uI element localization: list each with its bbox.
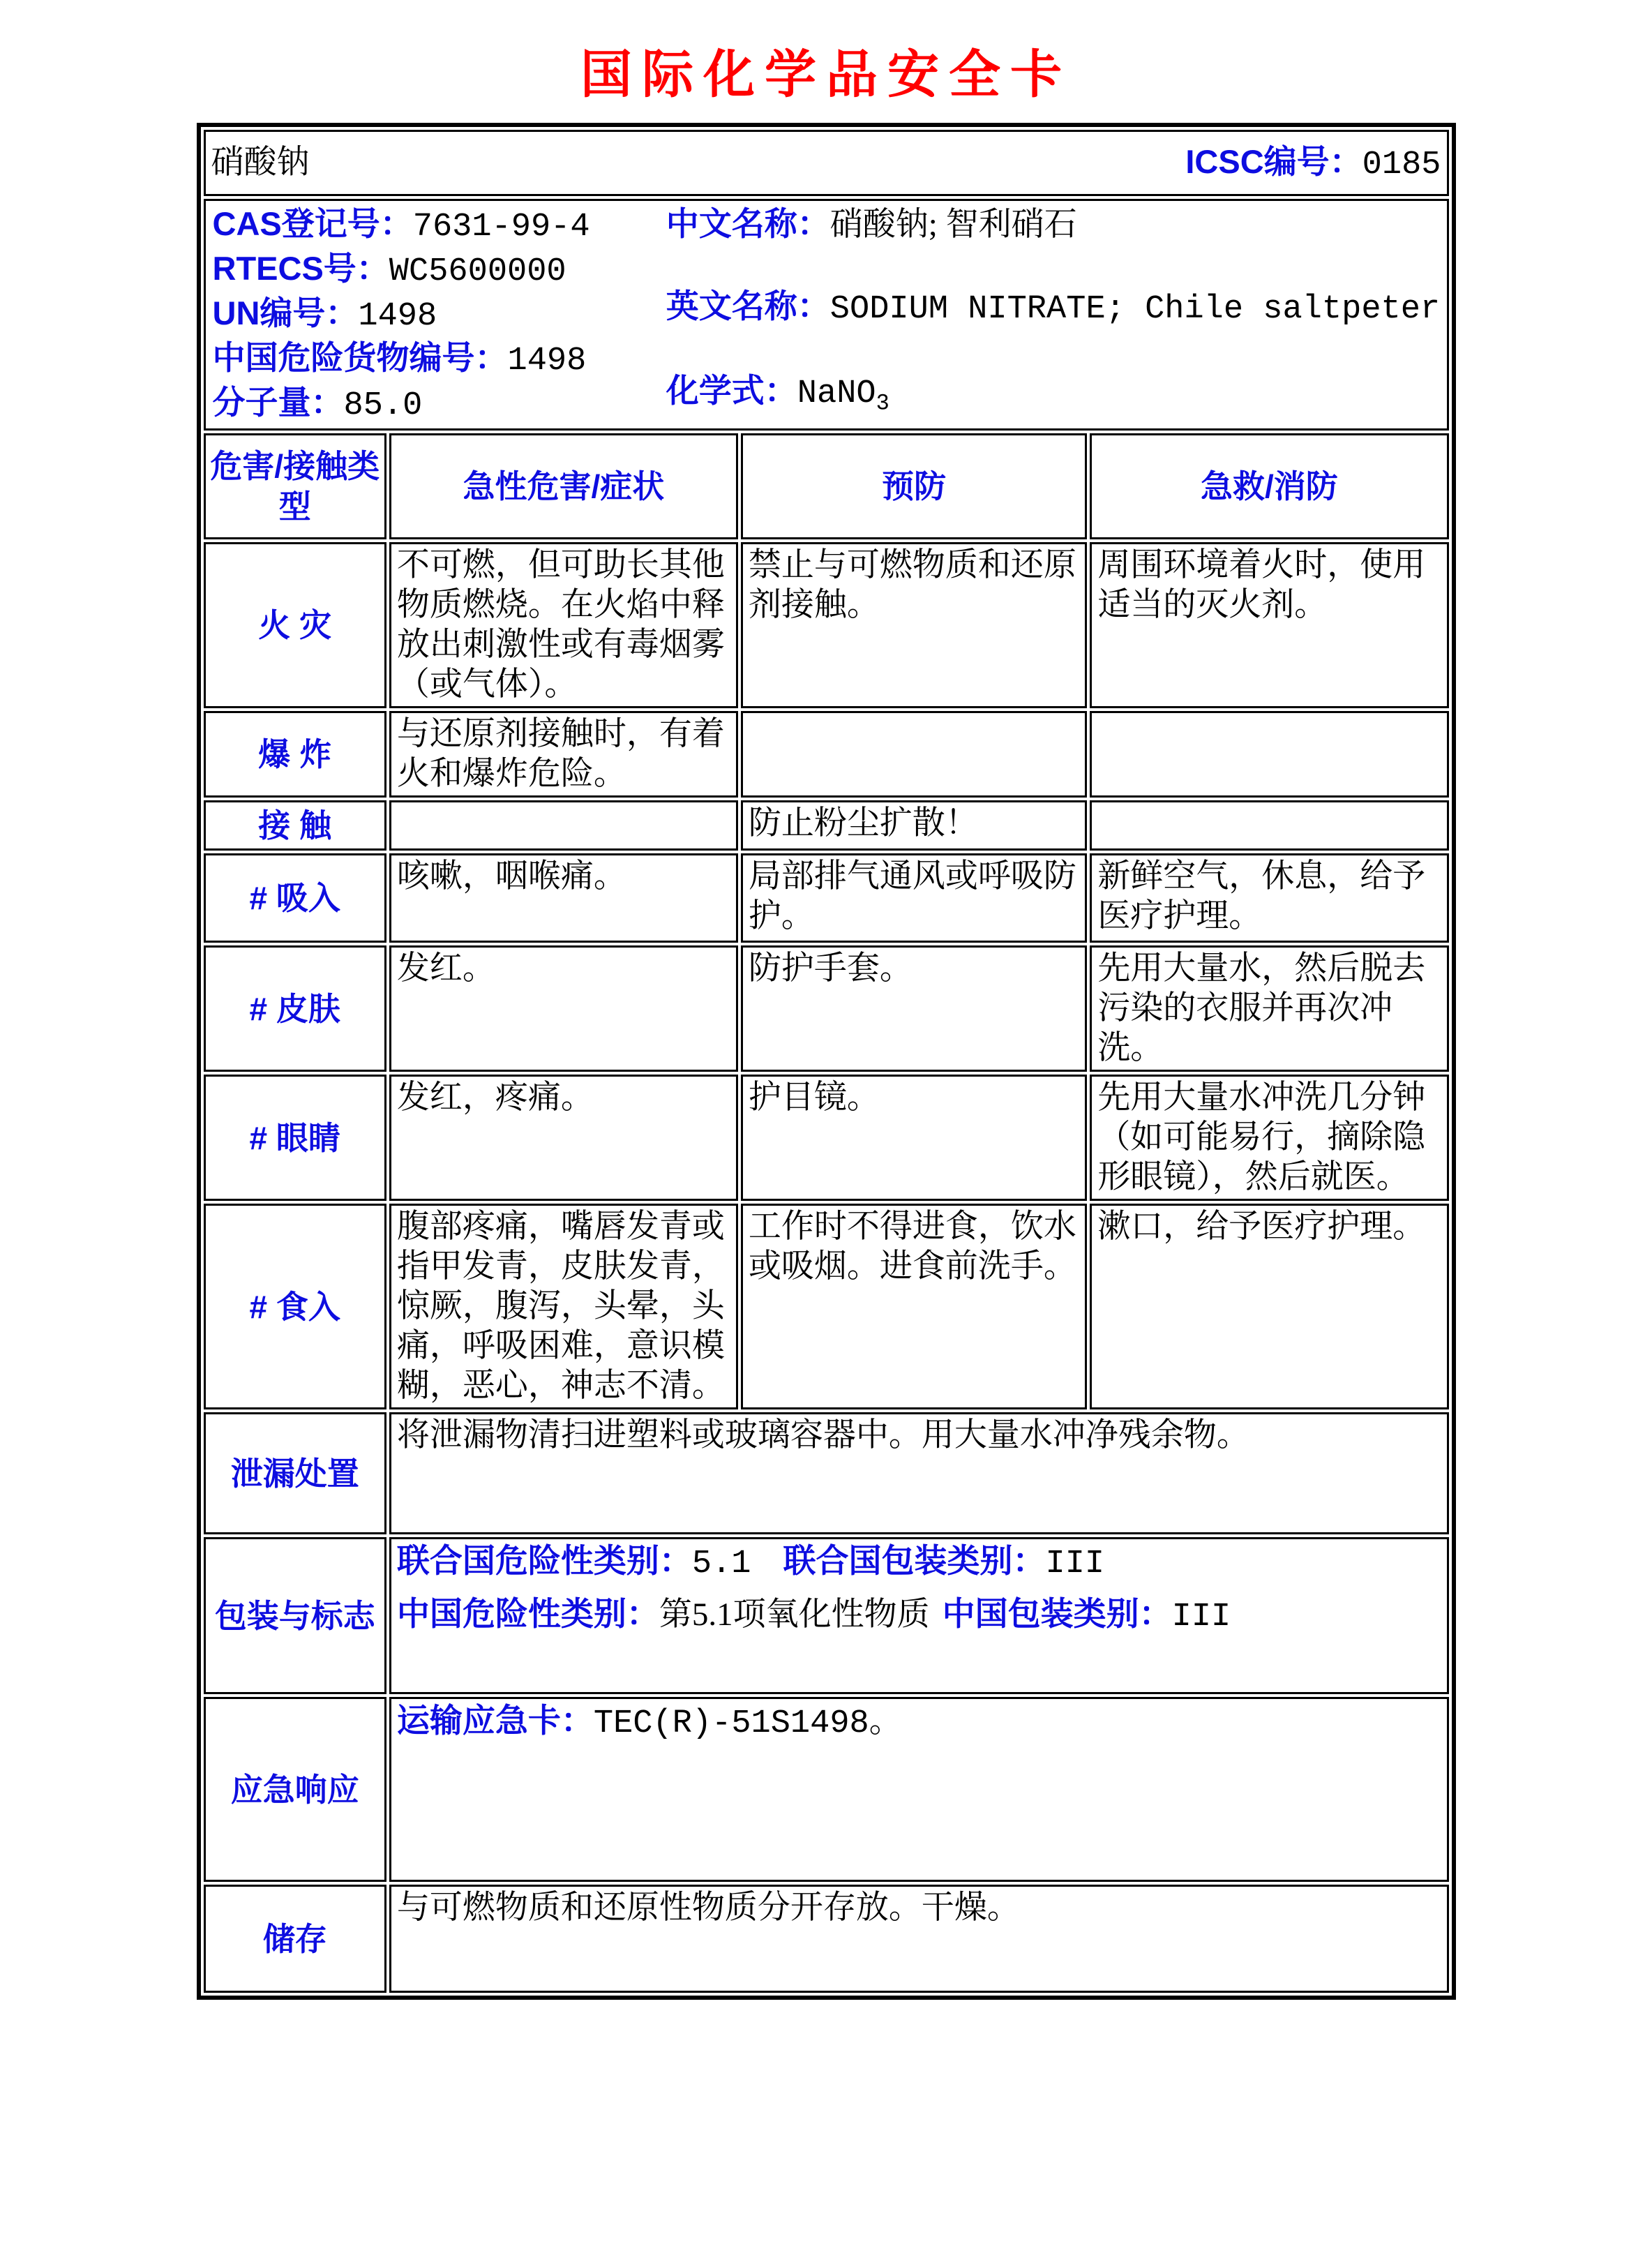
explosion-symptoms: 与还原剂接触时，有着火和爆炸危险。 bbox=[389, 711, 738, 798]
skin-prevention: 防护手套。 bbox=[741, 945, 1087, 1072]
inhalation-prevention: 局部排气通风或呼吸防护。 bbox=[741, 853, 1087, 943]
hazard-header-row bbox=[204, 433, 1449, 539]
cn-name-label: 中文名称： bbox=[666, 205, 830, 242]
emergency-label: 应急响应 bbox=[204, 1697, 386, 1882]
inhalation-symptoms: 咳嗽，咽喉痛。 bbox=[389, 853, 738, 943]
molweight-line bbox=[213, 382, 590, 426]
un-pack-group-label: 联合国包装类别： bbox=[783, 1542, 1046, 1579]
identity-block bbox=[211, 202, 1441, 427]
header-hazard-type: 危害/接触类型 bbox=[204, 433, 386, 539]
ingestion-row bbox=[204, 1204, 1449, 1409]
ingestion-label: # 食入 bbox=[204, 1204, 386, 1409]
eyes-prevention: 护目镜。 bbox=[741, 1075, 1087, 1201]
molweight-label: 分子量： bbox=[212, 384, 344, 421]
un-line bbox=[213, 293, 590, 336]
cas-label: CAS登记号： bbox=[212, 205, 413, 242]
ingestion-first-aid: 漱口，给予医疗护理。 bbox=[1090, 1204, 1448, 1409]
china-danger-line bbox=[213, 338, 590, 381]
explosion-prevention bbox=[741, 711, 1087, 798]
contact-first-aid bbox=[1090, 800, 1448, 851]
cn-hazard-class-value: 第5.1项氧化性物质 bbox=[659, 1596, 930, 1633]
eyes-row bbox=[204, 1075, 1449, 1201]
storage-label: 储存 bbox=[204, 1885, 386, 1993]
icsc-number bbox=[1185, 142, 1441, 185]
cn-hazard-class-label: 中国危险性类别： bbox=[396, 1595, 659, 1632]
chemical-name: 硝酸钠 bbox=[211, 144, 310, 181]
china-danger-value: 1498 bbox=[507, 343, 587, 380]
spill-row bbox=[204, 1412, 1449, 1534]
cn-pack-group-value: III bbox=[1171, 1599, 1231, 1636]
identity-right-column bbox=[666, 204, 1439, 423]
skin-first-aid: 先用大量水，然后脱去污染的衣服并再次冲洗。 bbox=[1090, 945, 1448, 1072]
inhalation-first-aid: 新鲜空气，休息，给予医疗护理。 bbox=[1090, 853, 1448, 943]
emergency-content bbox=[389, 1697, 1449, 1882]
cn-name-value: 硝酸钠; 智利硝石 bbox=[829, 207, 1077, 243]
icsc-label: ICSC编号： bbox=[1185, 142, 1362, 180]
contact-label: 接 触 bbox=[204, 800, 386, 851]
safety-card-table bbox=[197, 123, 1456, 2000]
formula-base: NaNO bbox=[797, 375, 876, 412]
fire-first-aid: 周围环境着火时，使用适当的灭火剂。 bbox=[1090, 542, 1448, 708]
spill-text: 将泄漏物清扫进塑料或玻璃容器中。用大量水冲净残余物。 bbox=[389, 1412, 1449, 1534]
contact-prevention: 防止粉尘扩散！ bbox=[741, 800, 1087, 851]
en-name-label: 英文名称： bbox=[666, 287, 830, 324]
packaging-label: 包装与标志 bbox=[204, 1537, 386, 1694]
header-first-aid: 急救/消防 bbox=[1090, 433, 1448, 539]
fire-prevention: 禁止与可燃物质和还原剂接触。 bbox=[741, 542, 1087, 708]
cn-name-line bbox=[666, 204, 1439, 245]
fire-symptoms: 不可燃，但可助长其他物质燃烧。在火焰中释放出刺激性或有毒烟雾（或气体）。 bbox=[389, 542, 738, 708]
transport-card-label: 运输应急卡： bbox=[396, 1702, 594, 1739]
icsc-value: 0185 bbox=[1362, 146, 1441, 184]
explosion-label: 爆 炸 bbox=[204, 711, 386, 798]
formula-label: 化学式： bbox=[666, 371, 797, 409]
un-hazard-class-value: 5.1 bbox=[691, 1546, 751, 1583]
un-hazard-class-label: 联合国危险性类别： bbox=[396, 1542, 692, 1579]
packaging-row bbox=[204, 1537, 1449, 1694]
rtecs-value: WC5600000 bbox=[389, 253, 566, 290]
contact-row bbox=[204, 800, 1449, 851]
explosion-row bbox=[204, 711, 1449, 798]
packaging-line-un bbox=[397, 1541, 1441, 1584]
explosion-first-aid bbox=[1090, 711, 1448, 798]
cn-pack-group-label: 中国包装类别： bbox=[942, 1595, 1172, 1632]
page-title: 国际化学品安全卡 bbox=[580, 47, 1072, 104]
un-value: 1498 bbox=[358, 298, 437, 335]
identity-left-column bbox=[213, 204, 590, 426]
eyes-symptoms: 发红，疼痛。 bbox=[389, 1075, 738, 1201]
un-pack-group-value: III bbox=[1045, 1546, 1105, 1583]
en-name-value: SODIUM NITRATE; Chile saltpeter bbox=[829, 290, 1441, 328]
rtecs-label: RTECS号： bbox=[212, 250, 389, 287]
skin-label: # 皮肤 bbox=[204, 945, 386, 1072]
skin-symptoms: 发红。 bbox=[389, 945, 738, 1072]
cas-value: 7631-99-4 bbox=[412, 209, 590, 246]
skin-row bbox=[204, 945, 1449, 1072]
contact-symptoms bbox=[389, 800, 738, 851]
identity-row bbox=[204, 199, 1449, 431]
storage-text: 与可燃物质和还原性物质分开存放。干燥。 bbox=[389, 1885, 1449, 1993]
emergency-row bbox=[204, 1697, 1449, 1882]
header-symptoms: 急性危害/症状 bbox=[389, 433, 738, 539]
inhalation-row bbox=[204, 853, 1449, 943]
en-name-line bbox=[666, 286, 1439, 329]
name-row-inner bbox=[211, 142, 1441, 185]
ingestion-symptoms: 腹部疼痛，嘴唇发青或指甲发青，皮肤发青，惊厥，腹泻，头晕，头痛，呼吸困难，意识模糊，恶心，神志不清。 bbox=[389, 1204, 738, 1409]
un-label: UN编号： bbox=[212, 294, 359, 331]
storage-row bbox=[204, 1885, 1449, 1993]
fire-label: 火 灾 bbox=[204, 542, 386, 708]
spill-label: 泄漏处置 bbox=[204, 1412, 386, 1534]
transport-card-value: TEC(R)-51S1498。 bbox=[593, 1705, 902, 1742]
fire-row bbox=[204, 542, 1449, 708]
ingestion-prevention: 工作时不得进食，饮水或吸烟。进食前洗手。 bbox=[741, 1204, 1087, 1409]
cas-line bbox=[213, 204, 590, 247]
header-prevention: 预防 bbox=[741, 433, 1087, 539]
name-row bbox=[204, 130, 1449, 196]
formula-subscript: 3 bbox=[876, 389, 889, 416]
china-danger-label: 中国危险货物编号： bbox=[212, 339, 508, 376]
packaging-line-cn bbox=[397, 1594, 1441, 1637]
rtecs-line bbox=[213, 248, 590, 292]
packaging-content bbox=[389, 1537, 1449, 1694]
eyes-first-aid: 先用大量水冲洗几分钟（如可能易行，摘除隐形眼镜），然后就医。 bbox=[1090, 1075, 1448, 1201]
molweight-value: 85.0 bbox=[343, 387, 423, 424]
formula-line bbox=[666, 371, 1439, 423]
eyes-label: # 眼睛 bbox=[204, 1075, 386, 1201]
inhalation-label: # 吸入 bbox=[204, 853, 386, 943]
